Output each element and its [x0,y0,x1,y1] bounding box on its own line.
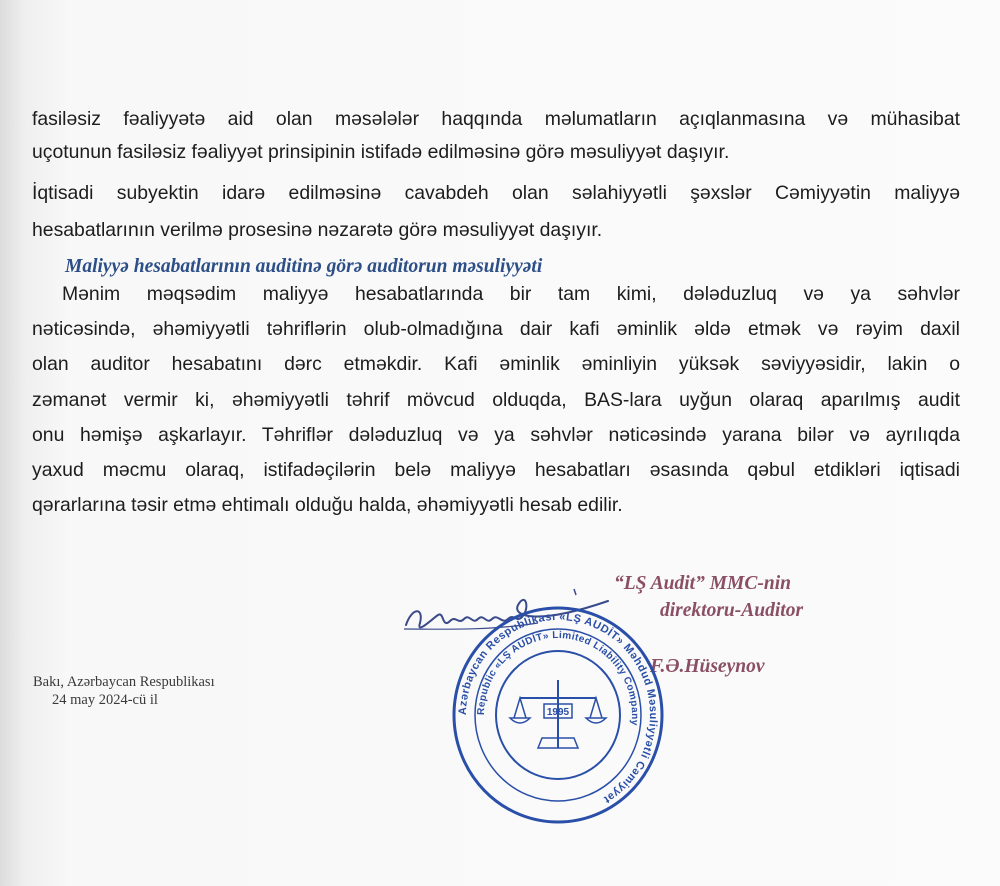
section-line-4: zəmanət vermir ki, əhəmiyyətli təhrif mövcud olduqda, BAS-lara uyğun olaraq aparılmış audit [32,389,960,411]
section-heading: Maliyyə hesabatlarının auditinə görə auditorun məsuliyyəti [65,256,543,277]
section-line-3: olan auditor hesabatını dərc etməkdir. Kafi əminlik əminliyin yüksək səviyyəsidir, lakin o [32,353,960,375]
date-text: 24 may 2024-cü il [52,692,158,708]
section-line-7: qərarlarına təsir etmə ehtimalı olduğu halda, əhəmiyyətli hesab edilir. [32,494,623,516]
section-line-6: yaxud məcmu olaraq, istifadəçilərin belə maliyyə hesabatları əsasında qəbul etdikləri iqtisadi [32,459,960,481]
body-line-2: uçotunun fasiləsiz fəaliyyət prinsipinin istifadə edilməsinə görə məsuliyyət daşıyır. [32,141,730,163]
section-line-2: nəticəsində, əhəmiyyətli təhriflərin olub-olmadığına dair kafi əminlik əldə etmək və rəyim daxil [32,318,960,340]
stamp-inner-text: Republic «LŞ AUDİT» Limited Liability Company [475,629,641,727]
body-line-1: fasiləsiz fəaliyyətə aid olan məsələlər haqqında məlumatların açıqlanmasına və mühasibat [32,108,960,130]
signatory-company: “LŞ Audit” MMC-nin [614,573,792,594]
stamp-year: 1995 [546,707,570,718]
signatory-position: direktoru-Auditor [660,600,804,621]
body-line-4: hesabatlarının verilmə prosesinə nəzarətə görə məsuliyyət daşıyır. [32,219,603,241]
section-line-1: Mənim məqsədim maliyyə hesabatlarında bir tam kimi, dələduzluq və ya səhvlər [62,283,960,305]
body-line-3: İqtisadi subyektin idarə edilməsinə cavabdeh olan səlahiyyətli şəxslər Cəmiyyətin maliyyə [32,182,960,204]
section-line-5: onu həmişə aşkarlayır. Təhriflər dələduzluq və ya səhvlər nəticəsində yarana bilər və ayrılıqda [32,424,960,446]
place-text: Bakı, Azərbaycan Respublikası [33,674,215,690]
stamp-outer-text: Azərbaycan Respublikası «LŞ AUDİT» Məhdud Məsuliyyətli Cəmiyyət [456,610,660,806]
company-stamp [448,600,668,830]
signatory-name: F.Ə.Hüseynov [650,656,765,677]
